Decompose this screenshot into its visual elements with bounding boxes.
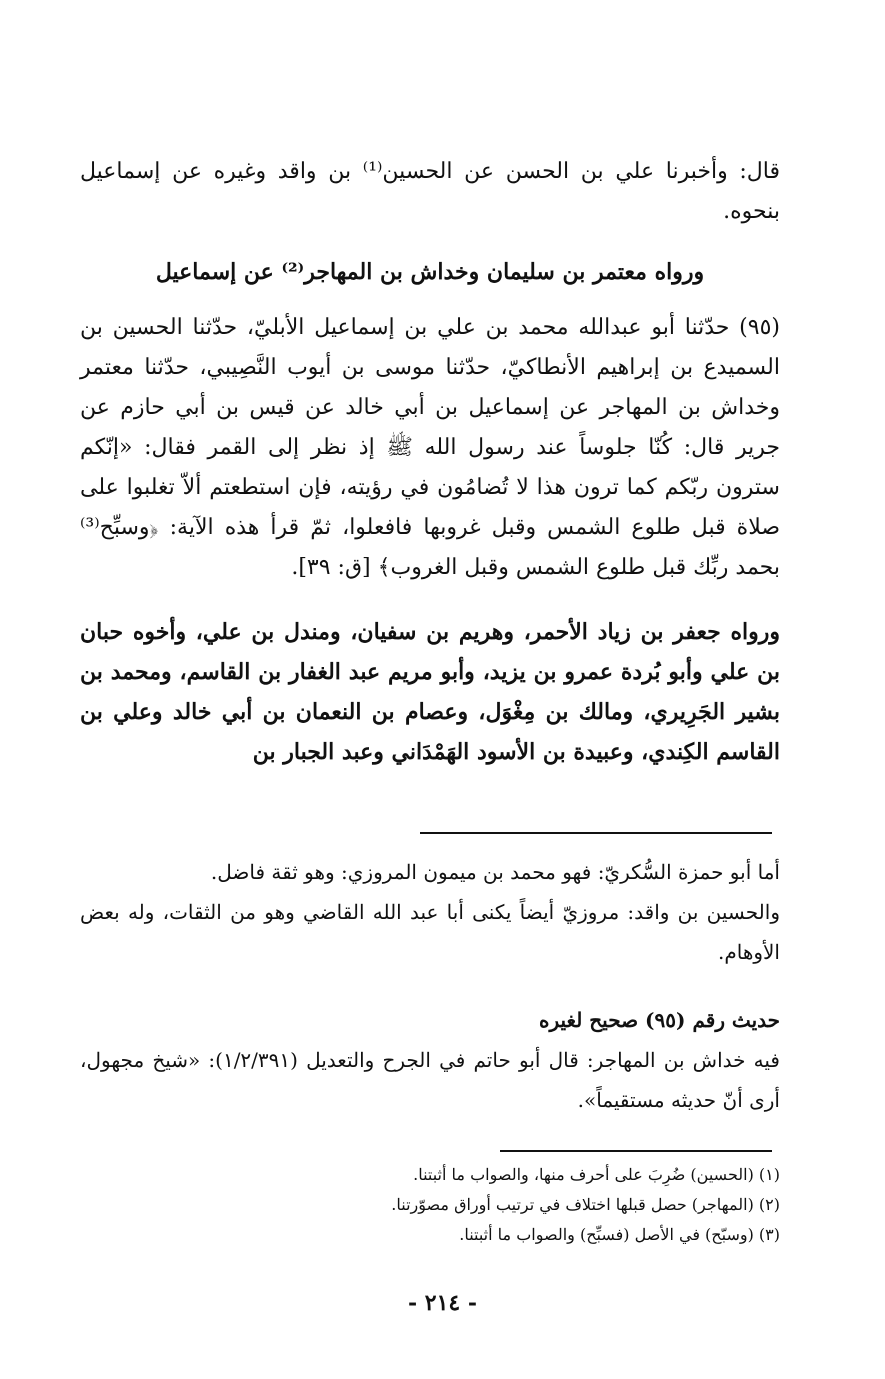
hadith-95-text: (٩٥) حدّثنا أبو عبدالله محمد بن علي بن إسماعيل الأبليّ، حدّثنا الحسين بن السميدع بن إبراهيم الأنطاكيّ، حدّثنا موسى بن أيوب النَّصِيبي، حدّثنا معتمر وخداش بن المهاجر عن إسماعيل بن أبي خالد عن قيس بن أبي حازم عن جرير قال: كُنّا جلوساً عند رسول الله ﷺ إذ نظر إلى القمر فقال: «إنّكم سترون ربّكم كما ترون هذا لا تُضامُون في رؤيته، فإن استطعتم ألاّ تغلبوا على صلاة قبل طلوع الشمس وقبل غروبها فافعلوا، ثمّ قرأ هذه الآية: ﴿وسبِّح⁽³⁾ بحمد ربِّك قبل طلوع الشمس وقبل الغروب﴾ [ق: ٣٩]. bbox=[80, 315, 780, 580]
notes-separator bbox=[420, 832, 772, 834]
footnotes-list bbox=[80, 1160, 780, 1250]
narrators-paragraph: ورواه جعفر بن زياد الأحمر، وهريم بن سفيان، ومندل بن علي، وأخوه حبان بن علي وأبو بُردة عمرو بن يزيد، وأبو مريم عبد الغفار بن القاسم، ومحمد بن بشير الجَرِيري، ومالك بن مِغْوَل، وعصام بن النعمان بن أبي خالد وعلي بن القاسم الكِندي، وعبيدة بن الأسود الهَمْدَاني وعبد الجبار بن bbox=[80, 619, 780, 765]
grading-text: فيه خداش بن المهاجر: قال أبو حاتم في الجرح والتعديل (١/٢/٣٩١): «شيخ مجهول، أرى أنّ حديثه مستقيماً». bbox=[80, 1048, 780, 1112]
footnote-item: (٢) (المهاجر) حصل قبلها اختلاف في ترتيب أوراق مصوّرتنا. bbox=[391, 1195, 780, 1214]
commentary-note-2: والحسين بن واقد: مروزيّ أيضاً يكنى أبا عبد الله القاضي وهو من الثقات، وله بعض الأوهام. bbox=[80, 900, 780, 964]
commentary-note-1: أما أبو حمزة السُّكريّ: فهو محمد بن ميمون المروزي: وهو ثقة فاضل. bbox=[210, 860, 780, 884]
page-number: - ٢١٤ - bbox=[407, 1290, 478, 1316]
section-heading: ورواه معتمر بن سليمان وخداش بن المهاجر⁽²⁾ عن إسماعيل bbox=[155, 259, 705, 285]
footnotes-separator bbox=[500, 1150, 772, 1152]
footnote-item: (٣) (وسبّح) في الأصل (فسبِّح) والصواب ما أثبتنا. bbox=[459, 1225, 780, 1244]
intro-line: قال: وأخبرنا علي بن الحسن عن الحسين⁽¹⁾ بن واقد وغيره عن إسماعيل بنحوه. bbox=[80, 159, 781, 224]
grading-heading: حديث رقم (٩٥) صحيح لغيره bbox=[539, 1008, 780, 1032]
footnote-item: (١) (الحسين) ضُرِبَ على أحرف منها، والصواب ما أثبتنا. bbox=[413, 1165, 780, 1184]
